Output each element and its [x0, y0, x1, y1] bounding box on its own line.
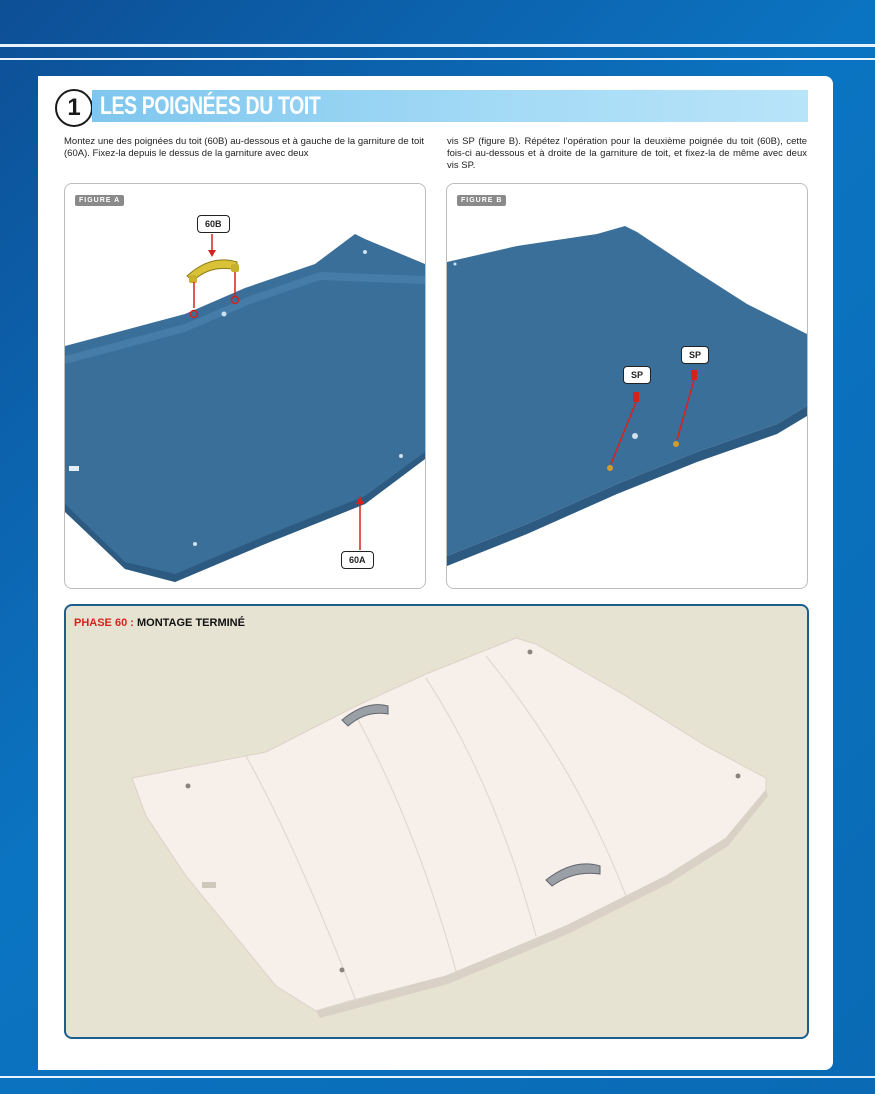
- handle-foot: [231, 264, 239, 272]
- final-roof-liner: [132, 638, 766, 1011]
- liner-hole: [736, 774, 741, 779]
- footer-stripe: [0, 1076, 875, 1078]
- liner-slot: [69, 466, 79, 471]
- liner-hole: [222, 312, 227, 317]
- figure-a-tag: FIGURE A: [75, 195, 124, 206]
- figure-b-illustration: [447, 184, 807, 588]
- phase-label: PHASE 60 :: [74, 617, 134, 629]
- liner-slot: [202, 882, 216, 888]
- figure-b-tag: FIGURE B: [457, 195, 506, 206]
- header-stripe-thin: [0, 58, 875, 60]
- liner-hole: [528, 650, 533, 655]
- liner-hole: [454, 263, 457, 266]
- callout-60a: 60A: [341, 551, 374, 569]
- roof-liner-closeup: [447, 226, 807, 556]
- step-title: LES POIGNÉES DU TOIT: [100, 92, 321, 120]
- intro-column-2: vis SP (figure B). Répétez l’opération pour la deuxième poignée du toit (60B), cette fois-ci au-dessous et à droite de la garniture de toit, et fixez-la de même avec deux vis SP.: [447, 136, 807, 171]
- roof-liner-60a: [65, 234, 425, 582]
- liner-hole: [186, 784, 191, 789]
- final-liner-illustration: [66, 606, 807, 1037]
- liner-hole: [632, 433, 638, 439]
- callout-sp-1: SP: [623, 366, 651, 384]
- step-title-bar: [92, 90, 808, 122]
- figure-a-illustration: [65, 184, 425, 588]
- intro-column-1: Montez une des poignées du toit (60B) au-dessous et à gauche de la garniture de toit (60A). Fixez-la depuis le dessus de la garniture avec deux: [64, 136, 424, 159]
- liner-hole: [399, 454, 403, 458]
- liner-hole: [193, 542, 197, 546]
- liner-hole: [340, 968, 345, 973]
- arrow-head: [208, 250, 216, 257]
- phase-complete-panel: [64, 604, 809, 1039]
- phase-text: MONTAGE TERMINÉ: [136, 617, 245, 629]
- callout-60b: 60B: [197, 215, 230, 233]
- handle-foot: [189, 275, 197, 283]
- figure-b-panel: [446, 183, 808, 589]
- header-stripe: [0, 44, 875, 47]
- liner-hole: [363, 250, 367, 254]
- callout-sp-2: SP: [681, 346, 709, 364]
- step-number: 1: [55, 89, 93, 127]
- figure-a-panel: [64, 183, 426, 589]
